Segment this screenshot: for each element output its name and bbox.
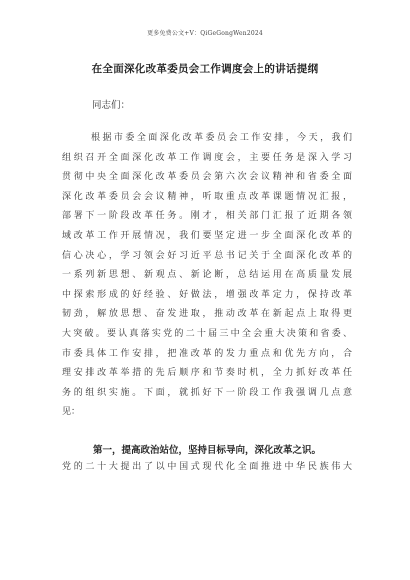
text-line: 理安排改革举措的先后顺序和节奏时机，全力抓好改革任 — [62, 368, 352, 379]
text-line: 韧劲，解放思想、奋发进取，推动改革在新起点上取得更 — [62, 309, 352, 320]
text-line: 市委具体工作安排，把准改革的发力重点和优先方向，合 — [62, 348, 352, 359]
section-heading-1: 第一，提高政治站位，坚持目标导向，深化改革之识。 — [93, 445, 322, 456]
text-line: 大突破。要认真落实党的二十届三中全会重大决策和省委、 — [62, 329, 352, 339]
text-line: 信心决心，学习领会好习近平总书记关于全面深化改革的 — [62, 250, 352, 261]
text-line: 务的组织实施。下面，就抓好下一阶段工作我强调几点意 — [62, 387, 352, 398]
text-line: 深化改革委员会会议精神，听取重点改革课题情况汇报， — [62, 191, 352, 202]
text-line: 组织召开全面深化改革工作调度会，主要任务是深入学习 — [62, 152, 352, 163]
text-line: 根据市委全面深化改革委员会工作安排，今天，我们 — [91, 133, 352, 143]
text-line: 见： — [62, 407, 81, 418]
text-line: 贯彻中央全面深化改革委员会第六次会议精神和省委全面 — [62, 172, 352, 183]
document-title: 在全面深化改革委员会工作调度会上的讲话提纲 — [91, 63, 319, 75]
salutation: 同志们： — [92, 100, 131, 111]
text-line: 中探索形成的好经验、好做法，增强改革定力，保持改革 — [62, 289, 352, 300]
header-note: 更多免费公文+V：QiGeGongWen2024 — [147, 30, 263, 37]
text-line: 一系列新思想、新观点、新论断，总结运用在高质量发展 — [62, 270, 352, 281]
text-line: 域改革工作开展情况，我们要坚定进一步全面深化改革的 — [62, 231, 352, 241]
text-line: 部署下一阶段改革任务。刚才，相关部门汇报了近期各领 — [62, 211, 352, 222]
text-line: 党的二十大提出了以中国式现代化全面推进中华民族伟大 — [62, 462, 352, 472]
